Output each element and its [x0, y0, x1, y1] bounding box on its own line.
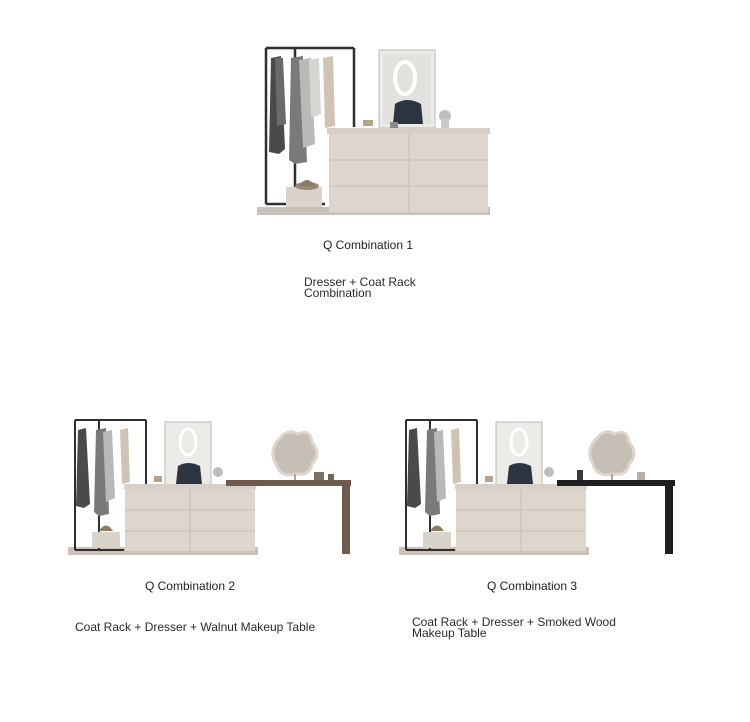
wall-art [379, 50, 435, 128]
hanging-clothes [269, 56, 335, 164]
dresser [124, 484, 256, 551]
dresser [455, 484, 587, 551]
combination-1-description: Dresser + Coat Rack Combination [304, 275, 416, 300]
combination-2-title: Q Combination 2 [144, 579, 236, 593]
hanging-clothes [76, 428, 130, 516]
wall-art [496, 422, 542, 486]
wall-art [165, 422, 211, 486]
vanity-mirror [273, 432, 317, 482]
combination-3-description: Coat Rack + Dresser + Smoked Wood Makeup Table [412, 615, 616, 640]
combination-1-title: Q Combination 1 [322, 238, 414, 252]
vanity-mirror [590, 432, 634, 482]
hanging-clothes [407, 428, 461, 516]
combination-1-image [255, 44, 492, 218]
combination-3-title: Q Combination 3 [486, 579, 578, 593]
combination-2-image [66, 414, 356, 558]
dresser [327, 128, 490, 212]
combination-2-description: Coat Rack + Dresser + Walnut Makeup Table [75, 620, 316, 634]
combination-3-image [397, 414, 679, 558]
